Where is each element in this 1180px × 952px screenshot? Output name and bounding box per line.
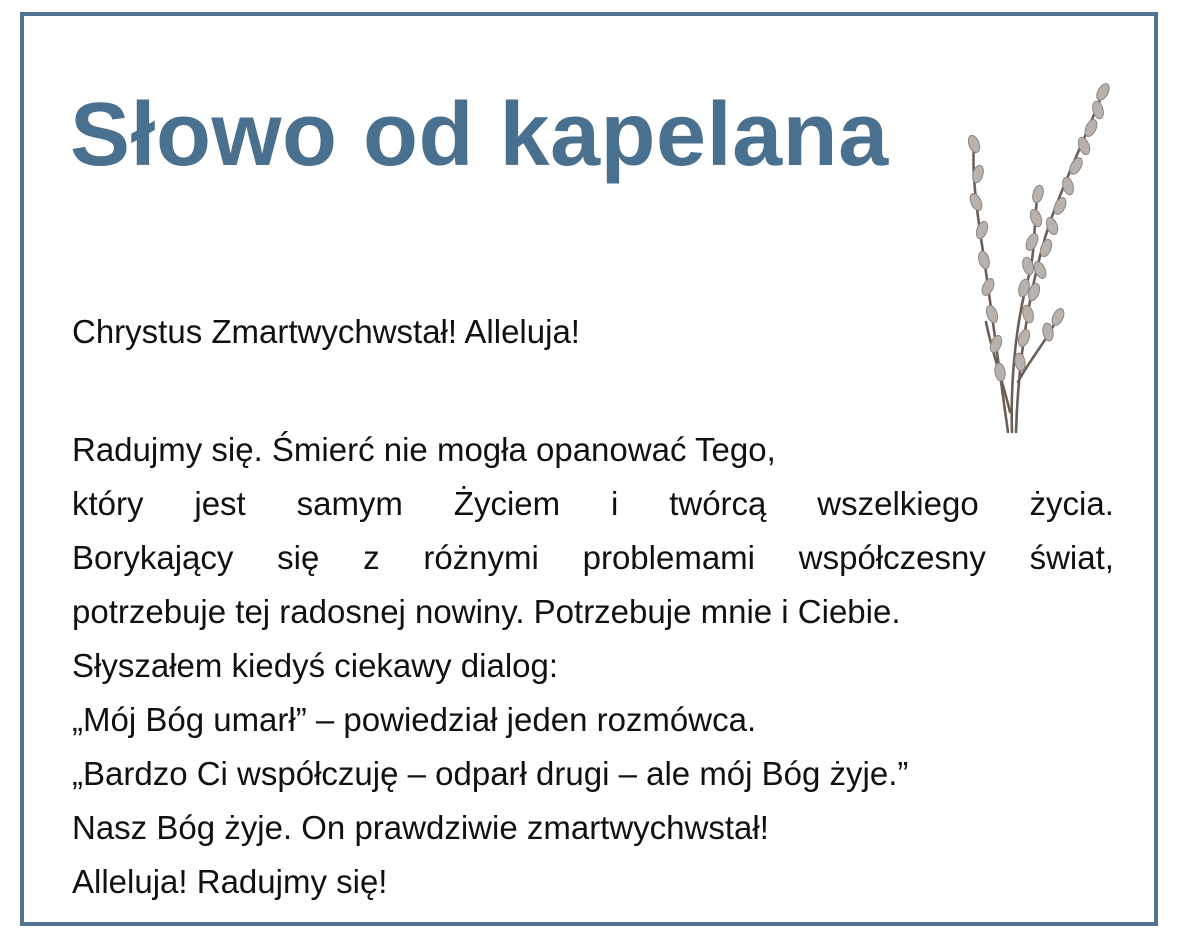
word: Życiem bbox=[453, 485, 561, 522]
word: i bbox=[611, 485, 619, 522]
text-line: „Bardzo Ci współczuję – odparł drugi – ale mój Bóg żyje.” bbox=[72, 755, 909, 792]
word: samym bbox=[296, 485, 403, 522]
word: który bbox=[72, 485, 144, 522]
text-line: Alleluja! Radujmy się! bbox=[72, 863, 388, 900]
text-line bbox=[72, 531, 1114, 585]
catkin-bud bbox=[1031, 184, 1045, 204]
catkin-bud bbox=[1024, 232, 1041, 253]
text-line: potrzebuje tej radosnej nowiny. Potrzebuje mnie i Ciebie. bbox=[72, 593, 901, 630]
catkin-bud bbox=[1061, 176, 1075, 196]
catkin-bud bbox=[977, 250, 991, 270]
text-line: Radujmy się. Śmierć nie mogła opanować Tego, bbox=[72, 431, 776, 468]
word: różnymi bbox=[423, 539, 539, 576]
word: świat, bbox=[1029, 539, 1114, 576]
catkin-bud bbox=[974, 220, 990, 240]
message-body bbox=[72, 423, 1114, 909]
text-line: Słyszałem kiedyś ciekawy dialog: bbox=[72, 647, 559, 684]
word: współczesny bbox=[798, 539, 986, 576]
text-line bbox=[72, 477, 1114, 531]
word: Borykający bbox=[72, 539, 234, 576]
word: jest bbox=[194, 485, 246, 522]
catkin-bud bbox=[1014, 352, 1027, 371]
text-line: „Mój Bóg umarł” – powiedział jeden rozmówca. bbox=[72, 701, 757, 738]
word: twórcą bbox=[669, 485, 767, 522]
catkin-bud bbox=[980, 277, 997, 298]
catkin-bud bbox=[1050, 307, 1067, 328]
catkin-bud bbox=[966, 134, 982, 154]
pussy-willow-branch-icon bbox=[958, 82, 1128, 442]
catkin-bud bbox=[1028, 208, 1044, 228]
text-line: Nasz Bóg żyje. On prawdziwie zmartwychwstał! bbox=[72, 809, 769, 846]
catkin-bud bbox=[994, 362, 1007, 381]
greeting-text: Chrystus Zmartwychwstał! Alleluja! bbox=[72, 313, 580, 350]
word: problemami bbox=[582, 539, 756, 576]
word: wszelkiego bbox=[817, 485, 979, 522]
word: z bbox=[363, 539, 380, 576]
catkin-bud bbox=[1021, 304, 1035, 324]
word: się bbox=[277, 539, 320, 576]
page-title: Słowo od kapelana bbox=[70, 85, 889, 185]
word: życia. bbox=[1029, 485, 1114, 522]
catkin-bud bbox=[1094, 82, 1112, 102]
catkin-bud bbox=[968, 192, 985, 213]
